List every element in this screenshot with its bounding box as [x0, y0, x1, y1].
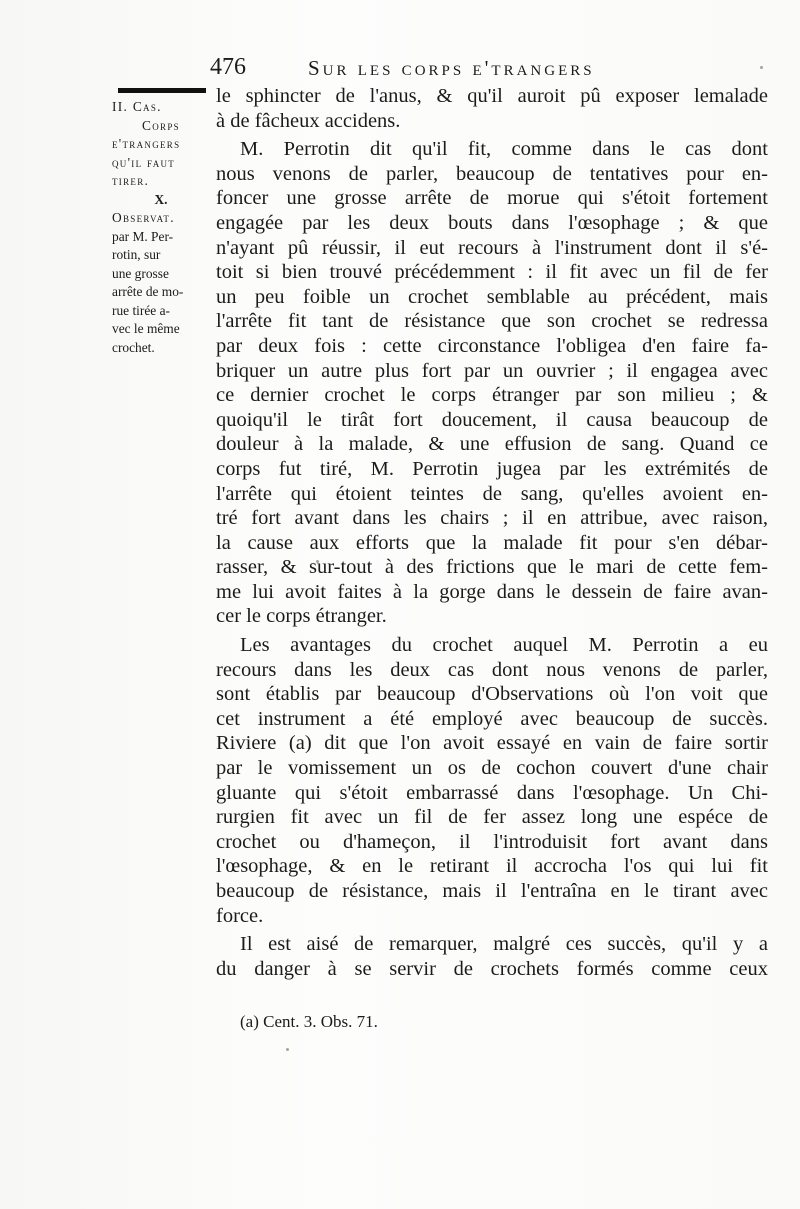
text-line: rasser, & sur-tout à des frictions que le mari de cette fem-: [216, 556, 768, 579]
text-line: par le vomissement un os de cochon couvert d'une chair: [216, 757, 768, 780]
text-line: le sphincter de l'anus, & qu'il auroit pû exposer lemalade: [216, 85, 768, 107]
text-line: n'ayant pû réussir, il eut recours à l'instrument dont il s'é-: [216, 236, 768, 259]
text-line: quoiqu'il le tirât fort doucement, il causa beaucoup de: [216, 408, 768, 431]
text-line: tré fort avant dans les chairs ; il en attribue, avec raison,: [216, 507, 768, 530]
text-line: recours dans les deux cas dont nous venons de parler,: [216, 658, 768, 681]
text-line: rurgien fit avec un fil de fer assez long une espéce de: [216, 806, 768, 829]
footnote: (a) Cent. 3. Obs. 71.: [240, 1012, 378, 1031]
paragraph: [216, 137, 768, 629]
marginal-note-line: Observat.: [112, 210, 175, 225]
text-line: force.: [216, 904, 264, 927]
marginal-note: [112, 98, 210, 357]
marginal-note-line: rue tirée a-: [112, 302, 170, 318]
text-line: engagée par les deux bouts dans l'œsophage ; & que: [216, 211, 768, 234]
marginal-note-line: qu'il faut: [112, 154, 176, 170]
text-line: Riviere (a) dit que l'on avoit essayé en vain de faire sortir: [216, 732, 768, 755]
text-line: à de fâcheux accidens.: [216, 109, 401, 132]
marginal-note-line: crochet.: [112, 339, 155, 355]
text-line: la cause aux efforts que la malade fit pour s'en débar-: [216, 531, 768, 554]
marginal-note-line: II. Cas.: [112, 99, 162, 114]
marginal-note-line: par M. Per-: [112, 228, 174, 244]
ink-speck: [760, 66, 763, 69]
text-line: Il est aisé de remarquer, malgré ces succès, qu'il y a: [240, 933, 768, 956]
marginal-note-line: une grosse: [112, 265, 169, 281]
text-line: me lui avoit faites à la gorge dans le dessein de faire avan-: [216, 580, 768, 603]
marginal-note-line: X.: [154, 191, 168, 207]
text-line: gluante qui s'étoit embarrassé dans l'œsophage. Un Chi-: [216, 781, 768, 804]
marginal-note-line: vec le même: [112, 321, 180, 336]
text-line: briquer un autre plus fort par un ouvrier ; il engagea avec: [216, 359, 768, 382]
text-line: beaucoup de résistance, mais il l'entraîna en le tirant avec: [216, 880, 768, 902]
text-line: toit si bien trouvé précédemment : il fit avec un fil de fer: [216, 261, 768, 284]
text-line: M. Perrotin dit qu'il fit, comme dans le cas dont: [240, 138, 768, 161]
marginal-note-line: rotin, sur: [112, 247, 161, 262]
text-line: cer le corps étranger.: [216, 605, 387, 628]
text-line: cet instrument a été employé avec beaucoup de succès.: [216, 707, 768, 730]
page-header: [210, 54, 766, 86]
text-line: Les avantages du crochet auquel M. Perrotin a eu: [240, 634, 768, 657]
text-line: nous venons de parler, beaucoup de tentatives pour en-: [216, 162, 768, 185]
text-line: du danger à se servir de crochets formés comme ceux: [216, 957, 768, 980]
text-line: douleur à la malade, & une effusion de sang. Quand ce: [216, 433, 768, 456]
marginal-note-line: arrête de mo-: [112, 284, 184, 299]
text-line: foncer une grosse arrête de morue qui s'étoit fortement: [216, 187, 768, 210]
page-number: 476: [210, 54, 246, 80]
text-line: l'œsophage, & en le retirant il accrocha l'os qui lui fit: [216, 855, 768, 878]
text-line: un peu foible un crochet semblable au précédent, mais: [216, 285, 768, 308]
paragraph: [216, 84, 768, 133]
body-text: [216, 84, 768, 985]
marginal-rule: [118, 88, 206, 93]
text-line: l'arrête qui étoient teintes de sang, qu'elles avoient en-: [216, 482, 768, 505]
marginal-note-line: Corps: [142, 117, 180, 133]
paragraph: [216, 633, 768, 928]
marginal-note-line: e'trangers: [112, 136, 181, 151]
ink-speck: [316, 560, 319, 563]
ink-speck: [286, 1048, 289, 1051]
marginal-note-line: tirer.: [112, 173, 150, 188]
running-title: Sur les corps e'trangers: [308, 56, 595, 80]
text-line: par deux fois : cette circonstance l'obligea d'en faire fa-: [216, 334, 768, 357]
text-line: sont établis par beaucoup d'Observations où l'on voit que: [216, 683, 768, 706]
text-line: corps fut tiré, M. Perrotin jugea par les extrémités de: [216, 457, 768, 480]
paragraph: [216, 932, 768, 981]
text-line: crochet ou d'hameçon, il l'introduisit fort avant dans: [216, 830, 768, 853]
text-line: ce dernier crochet le corps étranger par son milieu ; &: [216, 384, 768, 407]
text-line: l'arrête fit tant de résistance que son crochet se redressa: [216, 310, 768, 333]
